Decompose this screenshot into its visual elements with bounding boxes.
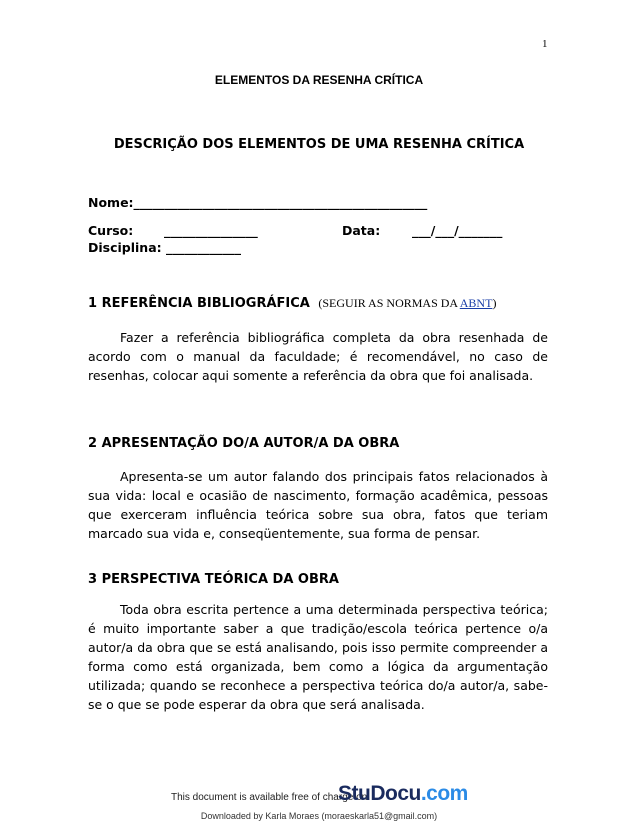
document-title: ELEMENTOS DA RESENHA CRÍTICA [214,73,424,87]
curso-blank: _______________ [164,223,258,238]
abnt-note-prefix: (SEGUIR AS NORMAS DA [318,296,460,310]
studocu-logo[interactable] [338,782,468,806]
document-subtitle: DESCRIÇÃO DOS ELEMENTOS DE UMA RESENHA CRÍTICA [113,137,525,152]
curso-label: Curso: [88,223,134,238]
section-3-body [88,600,548,714]
section-1-body [88,328,548,385]
section-1-title: 1 REFERÊNCIA BIBLIOGRÁFICA [88,296,310,311]
data-label: Data: [342,223,381,238]
section-2-body [88,467,548,543]
section-3-paragraph: Toda obra escrita pertence a uma determinada perspectiva teórica; é muito importante saber a que tradição/escola teórica pertence o/a autor/a da obra que se está analisando, pois isso permite compreender a forma como está organizada, bem como a lógica da argumentação utilizada; quando se reconhece a perspectiva teórica do/a autor/a, sabe-se o que se pode esperar da obra que será analisada. [88,602,548,712]
data-blank: ___/___/_______ [412,223,503,238]
disciplina-field: Disciplina: ____________ [88,240,241,255]
studocu-logo-domain: .com [420,782,468,805]
section-1-heading [88,296,496,311]
abnt-note-suffix: ) [492,296,497,310]
abnt-note [318,296,496,310]
nome-field: Nome:_______________________________________________ [88,195,428,210]
section-3-heading: 3 PERSPECTIVA TEÓRICA DA OBRA [88,572,339,587]
page-number: 1 [542,38,548,50]
section-2-paragraph: Apresenta-se um autor falando dos principais fatos relacionados à sua vida: local e ocasião de nascimento, formação acadêmica, pessoas que exerceram influência teórica sobre sua obra, fatos que teriam marcado sua vida e, conseqüentemente, sua forma de pensar. [88,469,548,541]
section-1-paragraph: Fazer a referência bibliográfica completa da obra resenhada de acordo com o manual da faculdade; é recomendável, no caso de resenhas, colocar aqui somente a referência da obra que foi analisada. [88,330,548,383]
section-2-heading: 2 APRESENTAÇÃO DO/A AUTOR/A DA OBRA [88,436,400,451]
studocu-logo-name: StuDocu [338,782,421,805]
footer-download-text: Downloaded by Karla Moraes (moraeskarla51@gmail.com) [200,811,438,821]
abnt-link[interactable]: ABNT [459,296,493,310]
footer-availability-text: This document is available free of charge on [171,792,368,803]
